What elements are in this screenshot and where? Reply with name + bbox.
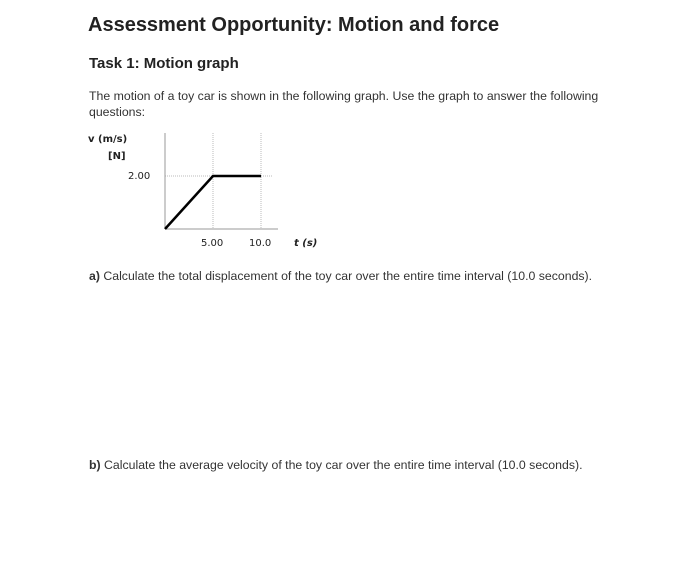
y-axis-unit: [N] bbox=[108, 151, 126, 162]
x-tick-label: 5.00 bbox=[201, 238, 224, 249]
intro-text: The motion of a toy car is shown in the following graph. Use the graph to answer the following questions: bbox=[89, 89, 599, 119]
task-heading: Task 1: Motion graph bbox=[89, 55, 239, 72]
x-tick-label: 10.0 bbox=[249, 238, 272, 249]
y-tick-label: 2.00 bbox=[128, 171, 151, 182]
question-a-label: a) bbox=[89, 269, 100, 283]
question-a-text: Calculate the total displacement of the toy car over the entire time interval (10.0 seconds). bbox=[99, 269, 593, 283]
question-b-label: b) bbox=[89, 458, 101, 472]
x-axis-label: t (s) bbox=[294, 238, 318, 249]
page-title: Assessment Opportunity: Motion and force bbox=[88, 14, 500, 36]
question-a bbox=[89, 268, 599, 284]
y-axis-label: v (m/s) bbox=[88, 134, 128, 145]
question-b-text: Calculate the average velocity of the toy car over the entire time interval (10.0 seconds). bbox=[100, 458, 583, 472]
question-b bbox=[89, 457, 599, 473]
